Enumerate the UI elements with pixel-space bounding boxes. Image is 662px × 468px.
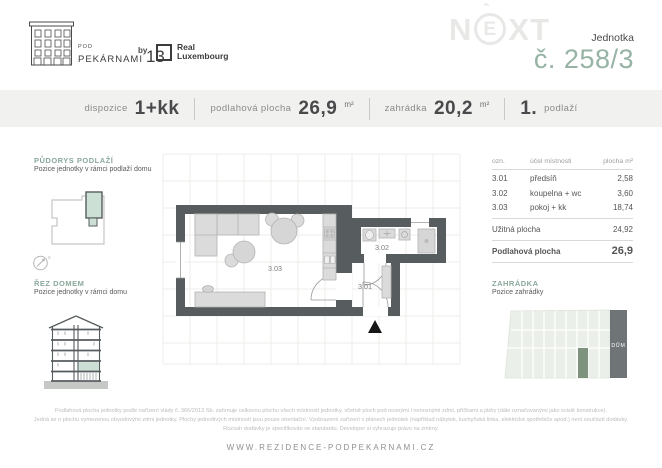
band-separator bbox=[504, 98, 505, 120]
garden-subtitle: Pozice zahrádky bbox=[492, 289, 544, 296]
row-area: 2,58 bbox=[617, 174, 633, 183]
floorplan-section-title: PŮDORYS PODLAŽÍ bbox=[34, 156, 114, 165]
partner-name-line2: Luxembourg bbox=[177, 50, 229, 61]
watermark-circled-e bbox=[474, 2, 506, 45]
plocha-value: 26,9 bbox=[298, 97, 338, 119]
row-name: pokoj + kk bbox=[530, 203, 567, 212]
section-subtitle: Pozice jednotky v rámci domu bbox=[34, 289, 127, 296]
kitchen-counter bbox=[323, 214, 336, 280]
zahradka-label: zahrádka bbox=[384, 103, 427, 114]
room-table bbox=[492, 158, 633, 263]
garden-position-diagram bbox=[492, 309, 634, 379]
row-area: 18,74 bbox=[612, 203, 633, 212]
band-item-podlazi bbox=[520, 98, 577, 120]
disclaimer-line1: Podlahová plocha jednotky podle nařízení vlády č. 366/2013 Sb. zahrnuje celkovou plochu všech místností jednotky, včetně ploch pod nosnými i nenosnými zdmi, příčkami a jádry (dále označovanými jako svislé konstrukce). bbox=[54, 408, 608, 414]
band-separator bbox=[369, 98, 370, 120]
row-area: 3,60 bbox=[617, 188, 633, 198]
room-table-header bbox=[492, 158, 633, 169]
zahradka-value: 20,2 bbox=[433, 97, 473, 119]
compass-icon bbox=[31, 251, 53, 273]
total-row bbox=[492, 241, 633, 262]
dispozice-label: dispozice bbox=[84, 103, 128, 114]
podlazi-value: 1. bbox=[520, 97, 538, 119]
unit-floorplan bbox=[160, 150, 462, 368]
header-ozn: ozn. bbox=[492, 158, 505, 165]
garden-title: ZAHRÁDKA bbox=[492, 279, 539, 288]
room-label-living: 3.03 bbox=[268, 264, 282, 273]
unit-highlight bbox=[86, 192, 102, 218]
plocha-label: podlahová plocha bbox=[210, 103, 292, 114]
house-label: DŮM bbox=[611, 343, 626, 349]
project-logo-name: PEKÁRNAMI bbox=[78, 54, 143, 65]
disclaimer-line2: Jedná se o plochu vymezenou obvodovými zdmi jednotky. Plochy jednotlivých místností jsou pouze orientační. Vyobrazené zařízení v plánech jednotek (například nábytek, kuchyňská linka, elektrické spotřebiče apod.) není součástí dodávky. bbox=[33, 417, 629, 423]
by-label: by bbox=[138, 46, 148, 55]
watermark-letter-n: N bbox=[449, 11, 473, 47]
room-label-bath: 3.02 bbox=[375, 243, 389, 252]
project-logo-number: 13 bbox=[145, 47, 165, 66]
room-label-hall: 3.01 bbox=[358, 282, 372, 291]
band-separator bbox=[194, 98, 195, 120]
building-icon bbox=[28, 18, 76, 70]
table bbox=[271, 218, 297, 244]
subtotal-value: 24,92 bbox=[612, 224, 633, 234]
project-logo-pod: POD bbox=[78, 44, 93, 50]
washing-machine bbox=[399, 229, 410, 240]
disclaimer-text bbox=[0, 407, 662, 434]
podlazi-label: podlaží bbox=[544, 103, 578, 114]
row-id: 3.03 bbox=[492, 203, 508, 212]
table-row bbox=[492, 172, 633, 187]
watermark-letters-xt: XT bbox=[508, 11, 551, 47]
header-ucel: účel místnosti bbox=[530, 158, 572, 165]
row-id: 3.01 bbox=[492, 174, 508, 183]
subtotal-label: Užitná plocha bbox=[492, 224, 541, 234]
section-title: ŘEZ DOMEM bbox=[34, 279, 85, 288]
watermark-hat: ˆ bbox=[483, 2, 490, 19]
band-item-podlahova-plocha bbox=[210, 98, 353, 120]
table-row bbox=[492, 201, 633, 216]
table-divider bbox=[492, 262, 633, 263]
total-label: Podlahová plocha bbox=[492, 246, 561, 256]
header-plocha: plocha m² bbox=[603, 158, 633, 165]
table-row bbox=[492, 187, 633, 202]
partner-square-icon bbox=[156, 44, 172, 61]
unit-floor-highlight bbox=[79, 362, 100, 371]
total-value: 26,9 bbox=[611, 244, 633, 257]
disclaimer-line3: Rozsah dodávky je specifikován ve standardu. Developer si vyhrazuje právo na změny. bbox=[223, 426, 439, 432]
band-item-zahradka bbox=[385, 98, 490, 120]
row-name: koupelna + wc bbox=[530, 188, 582, 198]
sink bbox=[325, 256, 330, 264]
sideboard bbox=[195, 292, 265, 307]
floorplan-section-subtitle: Pozice jednotky v rámci podlaží domu bbox=[34, 166, 152, 173]
partner-name-line1: Real bbox=[177, 42, 195, 52]
unit-type-label: Jednotka bbox=[591, 32, 634, 44]
garden-highlight bbox=[578, 348, 588, 378]
next-logo-watermark bbox=[449, 2, 551, 47]
row-name: předsíň bbox=[530, 174, 557, 183]
row-id: 3.02 bbox=[492, 188, 508, 198]
project-logo-text bbox=[78, 44, 165, 65]
summary-band bbox=[0, 90, 662, 127]
zahradka-unit: m² bbox=[479, 100, 490, 109]
entrance-arrow-icon bbox=[368, 320, 382, 333]
compass-label: s bbox=[48, 255, 51, 261]
table bbox=[233, 241, 255, 263]
watermark-letter-e: E bbox=[483, 18, 498, 40]
website-link[interactable]: WWW.REZIDENCE-PODPEKARNAMI.CZ bbox=[226, 443, 436, 452]
partner-logo bbox=[156, 43, 228, 61]
building-section-diagram bbox=[44, 313, 108, 391]
band-item-dispozice bbox=[84, 98, 179, 120]
subtotal-row bbox=[492, 219, 633, 240]
wardrobe bbox=[382, 266, 391, 298]
dispozice-value: 1+kk bbox=[134, 97, 180, 119]
unit-number: č. 258/3 bbox=[533, 44, 634, 74]
cooktop bbox=[325, 229, 335, 238]
floor-position-diagram bbox=[46, 186, 108, 252]
plocha-unit: m² bbox=[344, 100, 354, 109]
